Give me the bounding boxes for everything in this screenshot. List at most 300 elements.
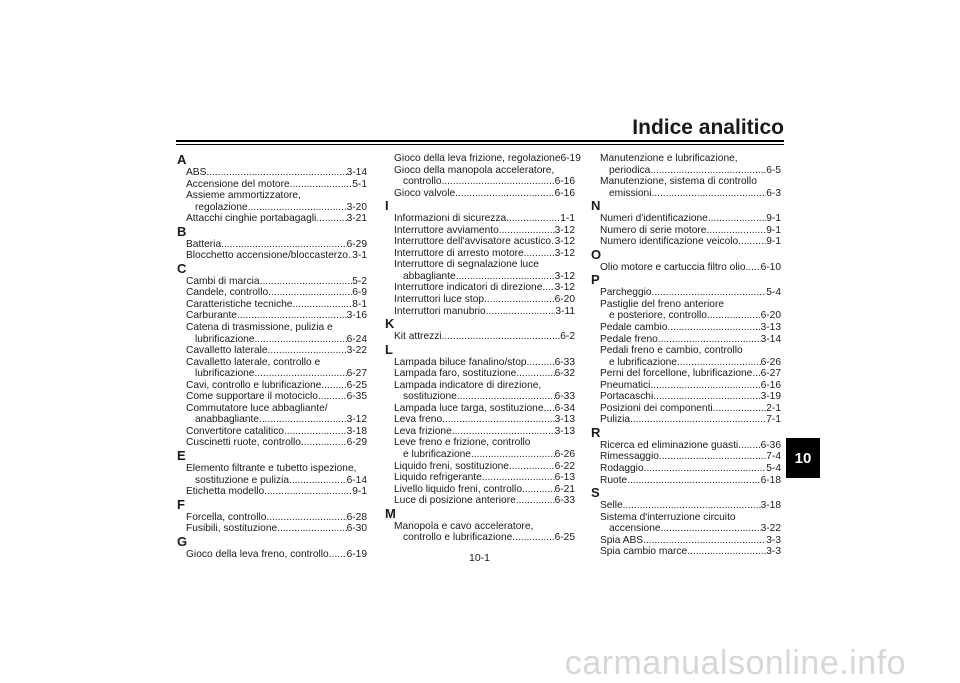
index-entry[interactable] [385,495,575,507]
index-entry-page: 3-22 [346,345,367,357]
index-entry-label: Portacaschi [600,391,654,403]
index-entry[interactable] [591,380,781,392]
index-letter-heading: E [177,448,186,464]
index-entry-label: Numeri d'identificazione [600,213,708,225]
index-entry-page: 5-2 [352,275,367,287]
index-entry-label: Batteria [186,238,222,250]
index-entry-label: Caratteristiche tecniche [186,298,293,310]
leader-dots [292,299,352,311]
page-number: 10-1 [469,552,491,564]
leader-dots [623,500,761,512]
index-entry-label: abbagliante [403,270,456,282]
leader-dots [738,236,766,248]
index-entry-label: controllo e lubrificazione [403,532,513,544]
index-entry[interactable] [385,331,575,343]
leader-dots [277,523,346,535]
index-entry-label: Spia cambio marce [600,546,688,558]
index-entry-label: e lubrificazione [403,449,471,461]
index-entry[interactable] [177,414,367,426]
leader-dots [667,322,760,334]
index-letter-heading: M [385,505,396,521]
leader-dots [661,523,761,535]
index-entry[interactable] [591,463,781,475]
index-entry-page: 6-29 [346,437,367,449]
index-entry[interactable] [591,236,781,248]
index-entry-page: 6-16 [554,176,575,188]
index-entry[interactable] [385,282,575,294]
leader-dots [746,262,761,274]
index-entry-label: Pedale cambio [600,322,668,334]
index-entry[interactable] [177,334,367,346]
leader-dots [248,202,347,214]
leader-dots [318,391,347,403]
index-entry-label: anabbagliante [195,414,260,426]
index-entry-page: 6-36 [760,439,781,451]
index-entry-page: 6-20 [760,310,781,322]
index-entry-page: 6-5 [766,164,781,176]
leader-dots [329,549,347,561]
index-entry-label: Interruttori manubrio [394,305,486,317]
leader-dots [653,391,760,403]
leader-dots [316,213,346,225]
leader-dots [289,475,347,487]
index-letter-heading: G [177,533,188,549]
index-entry[interactable] [385,449,575,461]
index-entry[interactable] [385,306,575,318]
index-entry[interactable] [591,287,781,299]
index-entry-page: 6-21 [554,483,575,495]
index-entry-label: Leva freno [394,414,443,426]
index-entry[interactable] [177,179,367,191]
leader-dots [471,449,555,461]
index-entry[interactable] [177,310,367,322]
index-entry-label: Blocchetto accensione/bloccasterzo [186,250,348,262]
index-letter-heading: K [385,316,395,332]
index-entry-label: sostituzione [403,391,457,403]
index-entry-label: accensione [609,523,661,535]
index-entry-label: Gioco della leva frizione, regolazione [394,153,561,164]
index-entry[interactable] [591,546,781,558]
index-entry-text: Pastiglie del freno anteriore [600,298,725,310]
index-entry-label: Perni del forcellone, lubrificazione [600,368,753,380]
index-entry-label: Numero di serie motore [600,224,707,236]
index-entry[interactable] [591,322,781,334]
index-entry-label: Gioco della leva freno, controllo [186,548,329,560]
index-entry-page: 1-1 [560,213,575,225]
index-entry-page: 8-1 [352,298,367,310]
index-entry-text: Sistema d'interruzione circuito [600,511,736,523]
index-entry-page: 3-20 [346,201,367,213]
index-entry-page: 5-4 [766,463,781,475]
index-entry-label: Ricerca ed eliminazione guasti [600,439,739,451]
index-column-2 [385,153,581,544]
index-entry-label: Accensione del motore [186,178,290,190]
index-entry-page: 3-14 [346,167,367,178]
index-entry-label: Convertitore catalitico [186,425,284,437]
index-entry-page: 6-2 [560,331,575,343]
index-entry-page: 6-18 [760,474,781,486]
index-entry-label: Numero identificazione veicolo [600,236,739,248]
leader-dots [206,167,346,179]
index-entry[interactable] [591,414,781,426]
leader-dots [259,414,347,426]
leader-dots [652,287,767,299]
index-entry-page: 6-32 [554,368,575,380]
index-entry-page: 6-33 [554,391,575,403]
index-entry[interactable] [591,334,781,346]
index-entry-label: ABS [186,167,207,178]
leader-dots [264,486,352,498]
index-entry-text: Manutenzione, sistema di controllo [600,176,757,188]
index-entry-page: 5-4 [766,287,781,299]
index-entry[interactable] [385,153,581,165]
index-entry-label: Interruttore dell'avvisatore acustico [394,236,552,248]
index-entry[interactable] [591,165,781,177]
index-entry[interactable] [177,549,367,561]
index-entry-text: Manopola e cavo acceleratore, [394,520,534,532]
index-entry-label: Gioco valvole [394,187,456,199]
index-entry[interactable] [591,451,781,463]
index-entry[interactable] [177,287,367,299]
leader-dots [237,310,347,322]
index-column-3 [591,153,781,558]
leader-dots [512,532,554,544]
index-entry-page: 3-14 [760,333,781,345]
leader-dots [290,179,353,191]
index-entry-page: 6-33 [554,356,575,368]
index-entry-label: Interruttore di arresto motore [394,247,524,259]
leader-dots [456,271,555,283]
index-entry-label: Parcheggio [600,287,652,299]
index-entry[interactable] [591,535,781,547]
leader-dots [708,213,766,225]
index-entry-page: 6-29 [346,238,367,250]
index-entry[interactable] [385,225,575,237]
leader-dots [713,403,767,415]
leader-dots [650,380,760,392]
index-entry[interactable] [177,391,367,403]
leader-dots [442,414,554,426]
index-entry-label: Carburante [186,310,237,322]
index-entry-label: Interruttore avviamento [394,224,499,236]
page-title: Indice analitico [632,116,784,139]
index-entry-label: Kit attrezzi [394,331,442,343]
index-entry-page: 3-12 [554,270,575,282]
index-entry-label: Posizioni dei componenti [600,402,713,414]
index-entry-page: 6-16 [760,379,781,391]
index-entry-page: 2-1 [766,402,781,414]
leader-dots [455,188,554,200]
index-entry[interactable] [591,213,781,225]
leader-dots [452,426,555,438]
index-entry-label: e lubrificazione [609,356,677,368]
leader-dots [752,368,760,380]
index-entry[interactable] [177,167,367,179]
index-entry-page: 6-19 [560,153,581,164]
index-entry-page: 6-20 [554,294,575,306]
index-entry[interactable] [177,368,367,380]
leader-dots [687,546,766,558]
index-entry[interactable] [385,271,575,283]
index-entry[interactable] [591,188,781,200]
index-entry[interactable] [385,294,575,306]
index-entry-text: Elemento filtrante e tubetto ispezione, [186,463,357,475]
index-entry[interactable] [591,368,781,380]
leader-dots [301,437,347,449]
leader-dots [482,472,555,484]
index-letter-heading: B [177,223,187,239]
index-entry[interactable] [591,310,781,322]
leader-dots [268,345,347,357]
leader-dots [284,426,347,438]
index-entry-page: 3-22 [760,523,781,535]
index-entry-label: controllo [403,176,442,188]
index-entry-text: Cavalletto laterale, controllo e [186,356,321,368]
leader-dots [254,334,346,346]
chapter-tab: 10 [786,438,820,478]
index-entry-text: Catena di trasmissione, pulizia e [186,322,333,334]
index-entry[interactable] [177,512,367,524]
index-entry-text: Lampada indicatore di direzione, [394,379,542,391]
index-entry-label: emissioni [609,187,652,199]
index-entry-label: e posteriore, controllo [609,310,707,322]
leader-dots [442,331,561,343]
leader-dots [254,368,346,380]
index-entry-page: 5-1 [352,178,367,190]
index-entry-label: Livello liquido freni, controllo [394,483,522,495]
index-entry[interactable] [385,248,575,260]
index-entry-label: Leva frizione [394,425,452,437]
index-entry-label: Lampada faro, sostituzione [394,368,517,380]
index-entry[interactable] [591,500,781,512]
index-entry-page: 9-1 [352,486,367,498]
leader-dots [643,535,766,547]
leader-dots [506,213,560,225]
index-column-1 [177,153,367,560]
header-rule-thin [176,144,784,145]
index-letter-heading: R [591,424,601,440]
index-entry-text: Assieme ammortizzatore, [186,190,301,202]
index-entry-page: 6-14 [346,474,367,486]
index-entry-page: 6-30 [346,523,367,535]
index-letter-heading: I [385,198,389,214]
index-entry[interactable] [385,414,575,426]
index-entry[interactable] [385,236,575,248]
leader-dots [644,463,767,475]
index-entry-text: Manutenzione e lubrificazione, [600,153,738,164]
leader-dots [630,414,766,426]
index-entry-page: 6-25 [346,379,367,391]
index-entry-page: 6-22 [554,460,575,472]
index-entry[interactable] [177,239,367,251]
index-entry-page: 3-13 [554,425,575,437]
index-entry-page: 3-18 [346,425,367,437]
leader-dots [527,357,555,369]
index-entry[interactable] [385,357,575,369]
leader-dots [650,165,766,177]
index-entry-page: 6-26 [760,356,781,368]
leader-dots [659,451,766,463]
index-letter-heading: P [591,272,600,288]
index-entry-page: 3-21 [346,213,367,225]
index-entry[interactable] [385,403,575,415]
index-entry[interactable] [385,176,575,188]
index-entry-label: Etichetta modello [186,486,265,498]
index-entry-page: 7-1 [766,414,781,426]
index-letter-heading: O [591,246,602,262]
index-entry-page: 6-9 [352,287,367,299]
index-entry[interactable] [177,276,367,288]
index-entry-page: 6-35 [346,391,367,403]
leader-dots [738,440,760,452]
index-entry-page: 3-13 [760,322,781,334]
index-entry-page: 3-12 [554,282,575,294]
index-entry-label: Pedale freno [600,333,658,345]
index-entry[interactable] [385,461,575,473]
index-entry-label: Cuscinetti ruote, controllo [186,437,301,449]
index-entry-page: 3-12 [554,247,575,259]
index-entry-label: Candele, controllo [186,287,269,299]
index-entry-page: 9-1 [766,224,781,236]
index-entry-page: 9-1 [766,213,781,225]
index-entry-page: 6-3 [766,187,781,199]
index-entry-page: 6-27 [346,368,367,380]
index-entry-label: Fusibili, sostituzione [186,523,278,535]
index-entry-page: 3-13 [554,414,575,426]
leader-dots [260,276,353,288]
index-entry-label: Luce di posizione anteriore [394,495,516,507]
leader-dots [221,239,347,251]
index-entry-label: Informazioni di sicurezza [394,213,507,225]
index-entry-page: 3-16 [346,310,367,322]
index-entry-page: 3-12 [554,236,575,248]
index-entry-label: Liquido refrigerante [394,472,482,484]
index-letter-heading: F [177,496,185,512]
index-entry[interactable] [177,213,367,225]
index-entry-page: 6-33 [554,495,575,507]
leader-dots [516,495,555,507]
leader-dots [509,461,555,473]
index-entry-label: Lampada biluce fanalino/stop [394,356,527,368]
index-entry-label: regolazione [195,201,248,213]
index-entry-page: 6-26 [554,449,575,461]
index-entry-label: Interruttore indicatori di direzione [394,282,543,294]
index-entry-label: Rimessaggio [600,451,659,463]
index-entry[interactable] [177,380,367,392]
index-entry-page: 6-13 [554,472,575,484]
index-entry[interactable] [177,250,367,262]
index-entry[interactable] [591,475,781,487]
leader-dots [516,368,554,380]
index-entry-text: Leve freno e frizione, controllo [394,437,531,449]
index-entry[interactable] [177,299,367,311]
index-entry[interactable] [385,484,575,496]
index-entry[interactable] [591,391,781,403]
index-entry[interactable] [177,475,367,487]
leader-dots [266,512,346,524]
index-entry-page: 6-10 [760,261,781,273]
index-entry-label: Liquido freni, sostituzione [394,460,509,472]
index-entry-label: Selle [600,500,623,512]
index-entry[interactable] [591,440,781,452]
index-entry-label: Lampada luce targa, sostituzione [394,402,544,414]
index-entry-label: Forcella, controllo [186,511,267,523]
index-entry-text: Gioco della manopola acceleratore, [394,164,555,176]
leader-dots [627,475,760,487]
index-entry-label: lubrificazione [195,333,255,345]
index-entry-label: Spia ABS [600,534,644,546]
index-entry-label: Olio motore e cartuccia filtro olio [600,261,746,273]
index-entry-page: 3-19 [760,391,781,403]
index-entry-page: 9-1 [766,236,781,248]
index-entry-page: 6-28 [346,511,367,523]
index-entry-label: periodica [609,164,651,176]
index-entry-text: Commutatore luce abbagliante/ [186,402,328,414]
index-entry[interactable] [177,437,367,449]
watermark: carmanualsonline.info [564,644,906,682]
index-entry-page: 3-11 [555,305,575,317]
index-entry-label: Interruttori luce stop [394,294,485,306]
index-letter-heading: S [591,485,600,501]
index-entry-page: 3-12 [346,414,367,426]
index-letter-heading: C [177,260,187,276]
index-entry[interactable] [177,523,367,535]
index-entry-page: 6-24 [346,333,367,345]
index-letter-heading: N [591,198,601,214]
header-rule [176,140,784,142]
leader-dots [544,403,555,415]
index-entry-label: Cavi, controllo e lubrificazione [186,379,322,391]
index-entry-page: 3-3 [766,546,781,558]
index-entry[interactable] [385,391,575,403]
index-entry-label: lubrificazione [195,368,255,380]
leader-dots [499,225,555,237]
index-entry[interactable] [591,357,781,369]
index-entry[interactable] [591,523,781,535]
index-entry[interactable] [385,532,575,544]
index-entry-page: 3-1 [352,250,367,262]
index-entry[interactable] [591,262,781,274]
leader-dots [706,225,766,237]
index-entry[interactable] [177,486,367,498]
index-entry-label: Cambi di marcia [186,275,260,287]
leader-dots [677,357,761,369]
index-entry-label: Come supportare il motociclo [186,391,318,403]
index-entry[interactable] [385,368,575,380]
leader-dots [321,380,346,392]
index-entry[interactable] [591,225,781,237]
index-entry[interactable] [591,403,781,415]
leader-dots [658,334,761,346]
index-entry[interactable] [385,188,575,200]
index-entry-label: Attacchi cinghie portabagagli [186,213,317,225]
index-entry-text: Pedali freno e cambio, controllo [600,345,743,357]
leader-dots [524,248,555,260]
index-entry[interactable] [177,426,367,438]
index-entry[interactable] [177,345,367,357]
index-entry-label: Pulizia [600,414,631,426]
leader-dots [484,294,555,306]
index-letter-heading: L [385,341,393,357]
index-entry-label: Cavalletto laterale [186,345,268,357]
index-entry-page: 6-25 [554,532,575,544]
index-entry-page: 6-27 [760,368,781,380]
leader-dots [651,188,766,200]
index-entry[interactable] [385,213,575,225]
index-entry[interactable] [177,202,367,214]
index-entry[interactable] [385,426,575,438]
index-entry[interactable] [385,472,575,484]
